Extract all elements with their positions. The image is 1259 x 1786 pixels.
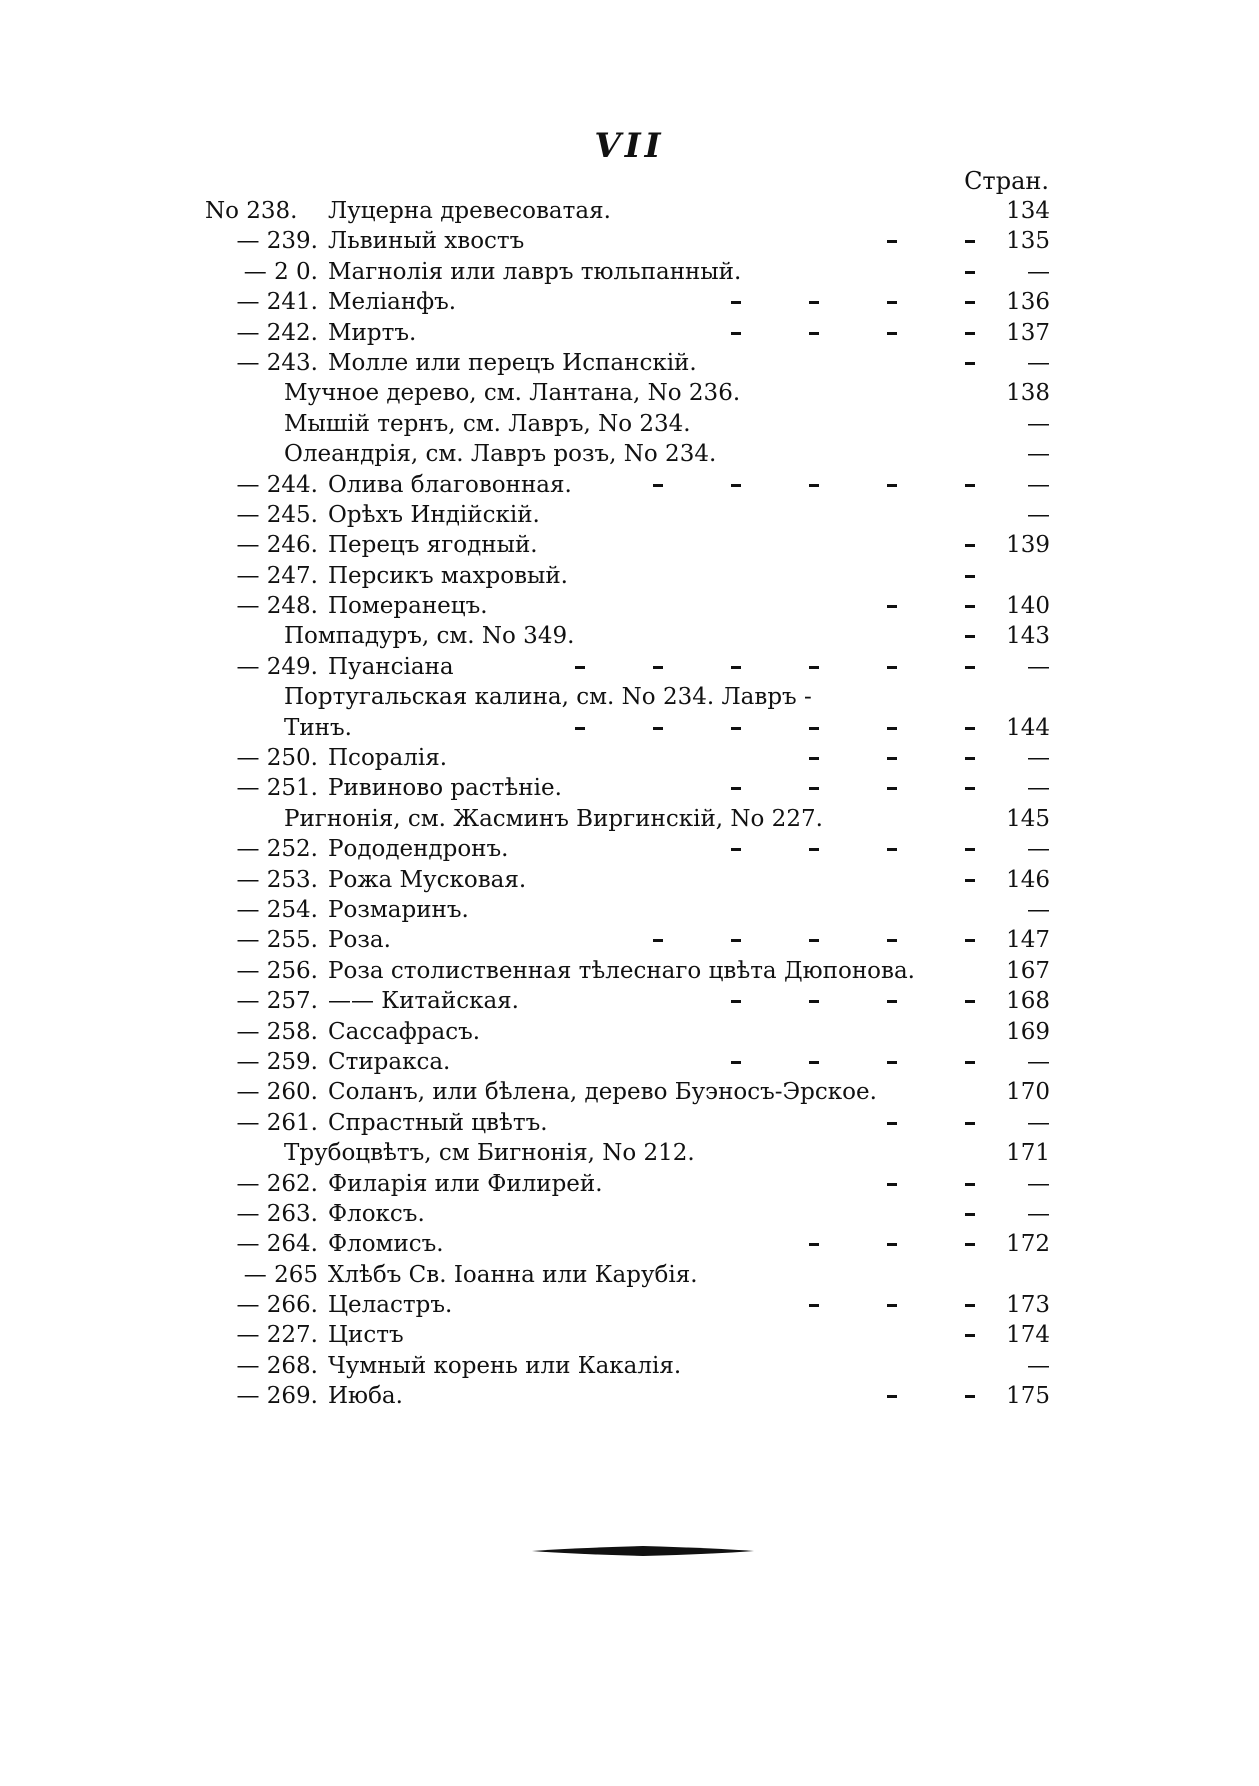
entry-number: — 243. [236,349,318,376]
index-entry [200,1199,1050,1229]
entry-page: 138 [1006,380,1050,407]
index-entry [200,743,1050,773]
index-entry [200,348,1050,378]
leader-dash [809,787,819,790]
entry-number: — 251. [236,775,318,802]
leader-dash [965,484,975,487]
leader-dash [809,939,819,942]
leader-dash [965,879,975,882]
entry-page: — [1027,501,1050,528]
index-entry [200,196,1050,226]
entry-number: — 255. [236,927,318,954]
tailpiece-rule-shape [532,1546,754,1556]
entry-number: — 260. [236,1079,318,1106]
leader-dash [965,301,975,304]
leader-dash [575,666,585,669]
entry-page: 173 [1006,1292,1050,1319]
leader-dash [887,787,897,790]
leader-dash [887,301,897,304]
entry-name: Рожа Мусковая. [328,866,527,893]
entry-name: Псоралія. [328,745,448,772]
entry-page: — [1027,471,1050,498]
entry-name: Цистъ [328,1322,404,1349]
page-column-header: Стран. [964,167,1049,195]
entry-number: — 249. [236,653,318,680]
leader-dash [731,301,741,304]
entry-page: — [1027,258,1050,285]
index-entry [200,1047,1050,1077]
leader-dash [887,484,897,487]
leader-dash [965,666,975,669]
index-entry [200,1290,1050,1320]
entry-number: — 252. [236,836,318,863]
leader-dash [965,1243,975,1246]
index-entry [200,530,1050,560]
leader-dash [809,1061,819,1064]
entry-name: Молле или перецъ Испанскій. [328,349,697,376]
entry-page: 172 [1006,1231,1050,1258]
leader-dash [965,1213,975,1216]
entry-name: Хлѣбъ Св. Іоанна или Карубія. [328,1261,698,1288]
entry-page: 169 [1006,1018,1050,1045]
leader-dash [809,666,819,669]
entry-number: — 245. [236,501,318,528]
leader-dash [887,240,897,243]
leader-dash [731,727,741,730]
entry-number: — 264. [236,1231,318,1258]
entry-name: Целастръ. [328,1292,453,1319]
leader-dash [731,1061,741,1064]
leader-dash [965,727,975,730]
entry-number: — 248. [236,593,318,620]
leader-dash [965,1183,975,1186]
entry-number: — 266. [236,1292,318,1319]
entry-name: Стиракса. [328,1048,451,1075]
index-entry [200,561,1050,591]
entry-page: 168 [1006,988,1050,1015]
entry-name: Пуансіана [328,653,454,680]
index-entry [200,895,1050,925]
leader-dash [653,484,663,487]
leader-dash [965,544,975,547]
entry-number: — 256. [236,957,318,984]
index-entry [200,834,1050,864]
leader-dash [809,757,819,760]
entry-number: — 242. [236,319,318,346]
leader-dash [653,727,663,730]
leader-dash [731,787,741,790]
entry-number: — 254. [236,896,318,923]
entry-number: No 238. [205,198,298,224]
leader-dash [965,939,975,942]
leader-dash [575,727,585,730]
entry-number: — 241. [236,289,318,316]
leader-dash [731,332,741,335]
leader-dash [965,1395,975,1398]
entry-name: Роза столиственная тѣлеснаго цвѣта Дюпонова. [328,957,915,984]
entry-page: — [1027,1200,1050,1227]
entry-number: — 247. [236,562,318,589]
entry-name: Рододендронъ. [328,836,509,863]
index-entry [200,1077,1050,1107]
leader-dash [965,605,975,608]
index-entry [200,1169,1050,1199]
index-entry [200,804,1050,834]
index-entry [200,257,1050,287]
entry-name: Розмаринъ. [328,896,469,923]
entry-page: 134 [1006,198,1050,224]
leader-dash [653,939,663,942]
entry-page: 147 [1006,927,1050,954]
entry-name: Персикъ махровый. [328,562,568,589]
index-entry [200,500,1050,530]
leader-dash [887,727,897,730]
index-entry [200,1108,1050,1138]
leader-dash [887,605,897,608]
entry-number: — 258. [236,1018,318,1045]
leader-dash [731,848,741,851]
leader-dash [731,939,741,942]
entry-name: Роза. [328,927,391,954]
entry-page: 143 [1006,623,1050,650]
index-entry [200,773,1050,803]
index-entry [200,621,1050,651]
index-entry [200,865,1050,895]
leader-dash [887,939,897,942]
entry-number: — 250. [236,745,318,772]
entry-name: Львиный хвостъ [328,228,525,255]
leader-dash [809,1243,819,1246]
entry-page: — [1027,745,1050,772]
index-entry [200,713,1050,743]
index-entry [200,1381,1050,1411]
entry-name: Меліанфъ. [328,289,457,316]
entry-number: — 239. [236,228,318,255]
leader-dash [965,271,975,274]
leader-dash [965,1334,975,1337]
leader-dash [965,787,975,790]
entry-name: Филарія или Филирей. [328,1170,603,1197]
index-entry [200,682,1050,712]
entry-name: Миртъ. [328,319,417,346]
entry-name: Фломисъ. [328,1231,444,1258]
index-entry [200,925,1050,955]
entry-number: — 2 0. [243,258,318,285]
entry-number: — 261. [236,1109,318,1136]
leader-dash [731,484,741,487]
entry-number: — 259. [236,1048,318,1075]
index-entry [200,986,1050,1016]
entry-name: Олеандрія, см. Лавръ розъ, No 234. [284,441,717,468]
entry-name: Флоксъ. [328,1200,425,1227]
entry-page: — [1027,775,1050,802]
leader-dash [809,1000,819,1003]
leader-dash [887,1061,897,1064]
leader-dash [809,301,819,304]
leader-dash [965,1061,975,1064]
index-entry [200,318,1050,348]
leader-dash [731,1000,741,1003]
leader-dash [809,332,819,335]
index-entry [200,1229,1050,1259]
index-entry [200,1260,1050,1290]
leader-dash [887,757,897,760]
entry-number: — 253. [236,866,318,893]
index-entry [200,591,1050,621]
entry-name: Португальская калина, см. No 234. Лавръ - [284,684,812,711]
entry-name: Июба. [328,1383,403,1410]
entry-page: 146 [1006,866,1050,893]
entry-name: Сассафрасъ. [328,1018,481,1045]
entry-name: Померанецъ. [328,593,488,620]
index-list [200,196,1050,1412]
leader-dash [887,332,897,335]
entry-page: — [1027,653,1050,680]
entry-page: 145 [1006,805,1050,832]
entry-number: — 227. [236,1322,318,1349]
leader-dash [887,1183,897,1186]
tailpiece-rule [532,1544,754,1558]
entry-name: Ригнонія, см. Жасминъ Виргинскій, No 227. [284,805,823,832]
entry-page: 140 [1006,593,1050,620]
index-entry [200,226,1050,256]
index-entry [200,439,1050,469]
leader-dash [965,575,975,578]
leader-dash [965,1304,975,1307]
entry-number: — 257. [236,988,318,1015]
entry-page: 135 [1006,228,1050,255]
index-entry [200,470,1050,500]
entry-name: Чумный корень или Какалія. [328,1352,682,1379]
index-entry [200,287,1050,317]
leader-dash [887,666,897,669]
entry-name: Спрастный цвѣтъ. [328,1109,548,1136]
leader-dash [653,666,663,669]
index-entry [200,1320,1050,1350]
entry-name: Магнолія или лавръ тюльпанный. [328,258,742,285]
entry-name: Соланъ, или бѣлена, дерево Буэносъ-Эрское. [328,1079,877,1106]
index-entry [200,1138,1050,1168]
entry-name: Перецъ ягодный. [328,532,538,559]
entry-name: Орѣхъ Индійскій. [328,501,540,528]
entry-name: Мышій тернъ, см. Лавръ, No 234. [284,410,691,437]
entry-number: — 265 [243,1261,318,1288]
entry-name: Олива благовонная. [328,471,572,498]
leader-dash [809,727,819,730]
entry-number: — 263. [236,1200,318,1227]
entry-number: — 269. [236,1383,318,1410]
leader-dash [965,1000,975,1003]
leader-dash [809,484,819,487]
entry-page: — [1027,896,1050,923]
index-entry [200,652,1050,682]
entry-page: 144 [1006,714,1050,741]
entry-page: — [1027,410,1050,437]
entry-page: 174 [1006,1322,1050,1349]
leader-dash [965,362,975,365]
entry-name: —— Китайская. [328,988,519,1015]
entry-number: — 244. [236,471,318,498]
entry-number: — 268. [236,1352,318,1379]
index-entry [200,1017,1050,1047]
leader-dash [809,1304,819,1307]
leader-dash [731,666,741,669]
leader-dash [965,848,975,851]
index-entry [200,956,1050,986]
index-entry [200,409,1050,439]
entry-page: — [1027,349,1050,376]
page-folio: VII [594,126,665,166]
entry-page: — [1027,1109,1050,1136]
entry-page: — [1027,1352,1050,1379]
entry-name: Тинъ. [284,714,352,741]
entry-name: Мучное дерево, см. Лантана, No 236. [284,380,741,407]
entry-number: — 246. [236,532,318,559]
leader-dash [887,848,897,851]
leader-dash [965,757,975,760]
entry-name: Луцерна древесоватая. [328,198,611,224]
entry-page: — [1027,1170,1050,1197]
leader-dash [809,848,819,851]
entry-page: 136 [1006,289,1050,316]
leader-dash [965,240,975,243]
entry-page: — [1027,836,1050,863]
leader-dash [887,1122,897,1125]
entry-number: — 262. [236,1170,318,1197]
entry-page: 167 [1006,957,1050,984]
leader-dash [887,1395,897,1398]
entry-page: — [1027,1048,1050,1075]
index-entry [200,1351,1050,1381]
entry-name: Помпадуръ, см. No 349. [284,623,575,650]
entry-page: 170 [1006,1079,1050,1106]
entry-page: 139 [1006,532,1050,559]
entry-name: Ривиново растѣніе. [328,775,562,802]
entry-page: 175 [1006,1383,1050,1410]
leader-dash [887,1000,897,1003]
leader-dash [965,332,975,335]
entry-page: 171 [1006,1140,1050,1167]
leader-dash [887,1243,897,1246]
entry-page: — [1027,441,1050,468]
leader-dash [965,1122,975,1125]
entry-page: 137 [1006,319,1050,346]
leader-dash [887,1304,897,1307]
leader-dash [965,635,975,638]
index-entry [200,378,1050,408]
entry-name: Трубоцвѣтъ, см Бигнонія, No 212. [284,1140,695,1167]
